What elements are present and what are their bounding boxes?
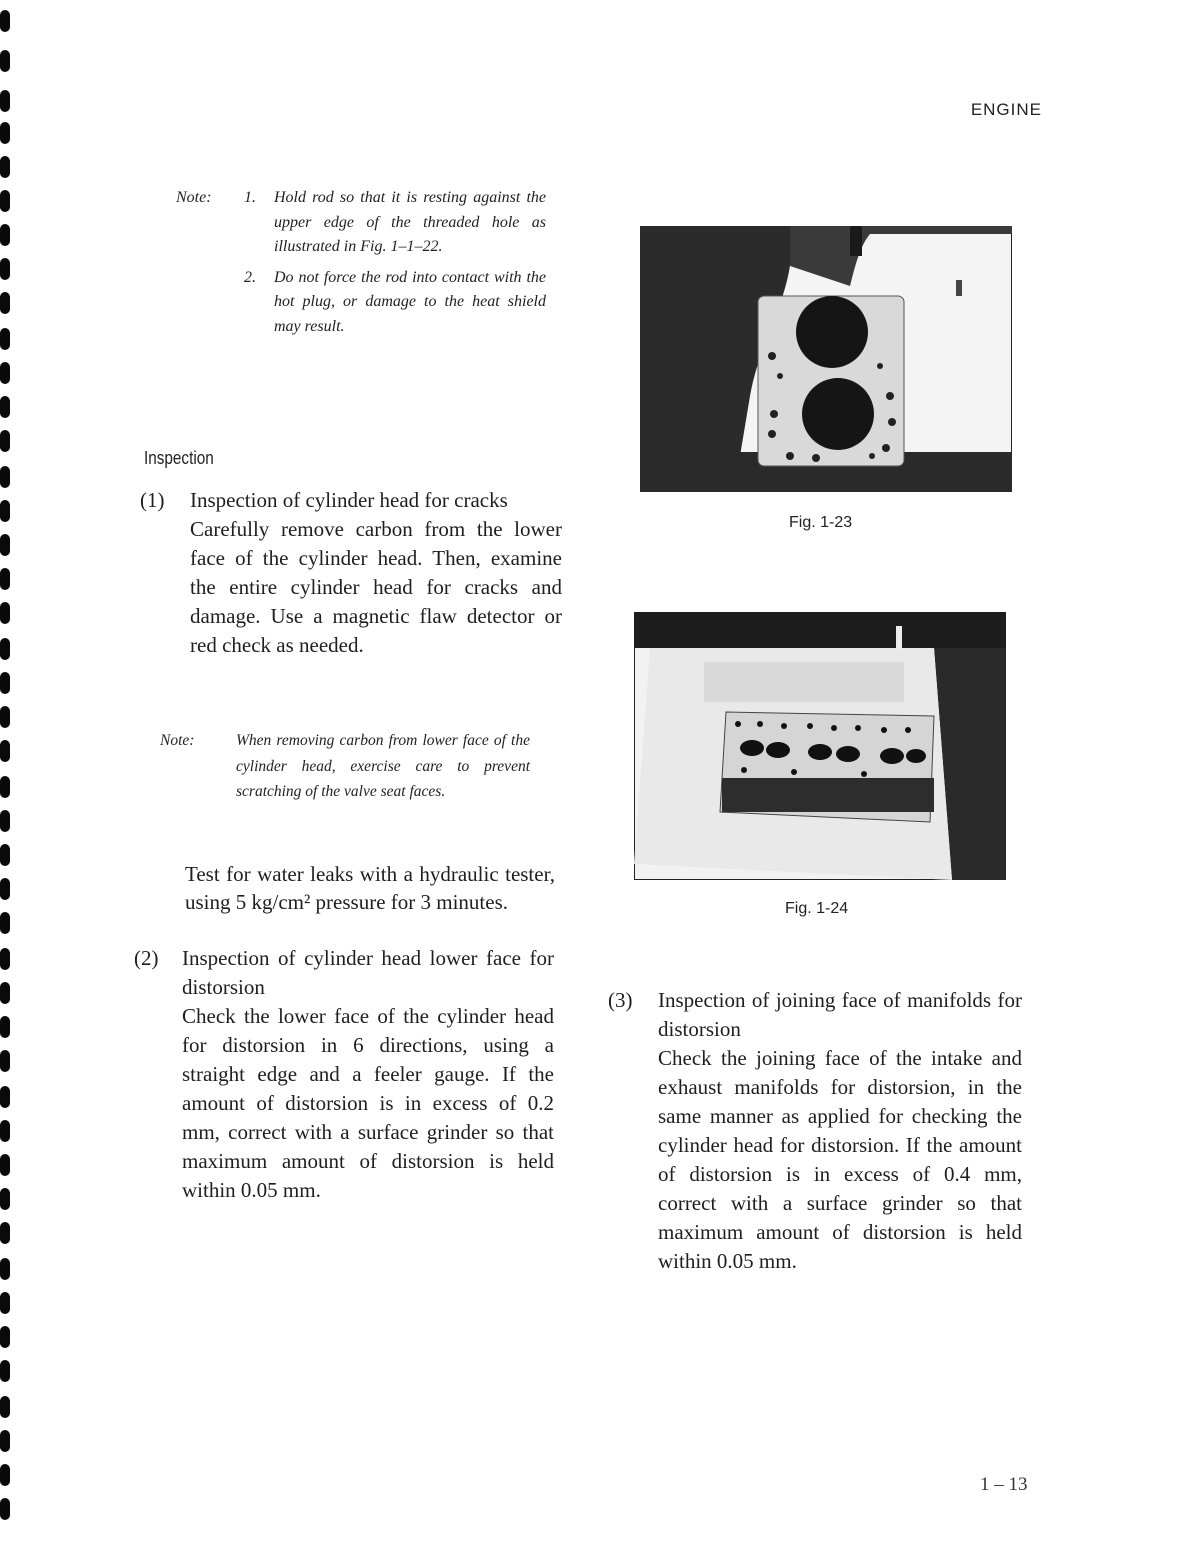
note-item-text: Do not force the rod into contact with the hot plug, or damage to the heat shield may result. bbox=[274, 268, 546, 335]
item-body bbox=[190, 486, 562, 660]
figure-1-23-caption: Fig. 1-23 bbox=[789, 514, 853, 531]
item-body bbox=[658, 986, 1022, 1276]
note-item-text: Hold rod so that it is resting against the upper edge of the threaded hole as illustrated in Fig. 1–1–22. bbox=[274, 189, 546, 255]
note-label: Note: bbox=[176, 189, 212, 206]
figure-1-24-photo bbox=[634, 612, 1006, 880]
item-text: Check the joining face of the intake and exhaust manifolds for distorsion, in the same manner as applied for checking the cylinder head for distorsion. If the amount of distorsion is in excess of 0.4 mm, correct with a surface grinder so that maximum amount of distorsion is held within 0.05 mm. bbox=[658, 1046, 1022, 1273]
section-title: ENGINE bbox=[970, 100, 1042, 119]
item-number: (2) bbox=[134, 946, 159, 970]
note-text: When removing carbon from lower face of the cylinder head, exercise care to prevent scratching of the valve seat faces. bbox=[236, 732, 530, 800]
figure-1-24-caption: Fig. 1-24 bbox=[785, 900, 849, 917]
page-number: 1 – 13 bbox=[980, 1474, 1028, 1495]
item-title: Inspection of cylinder head lower face for distorsion bbox=[182, 946, 554, 999]
item-title: Inspection of joining face of manifolds for distorsion bbox=[658, 988, 1022, 1041]
item-number: (1) bbox=[140, 488, 165, 512]
inspection-heading: Inspection bbox=[144, 448, 214, 468]
note-label: Note: bbox=[160, 732, 195, 749]
item-title: Inspection of cylinder head for cracks bbox=[190, 488, 508, 512]
note-item bbox=[176, 186, 546, 260]
note-item bbox=[176, 266, 546, 340]
note-list bbox=[176, 186, 556, 339]
binding-holes bbox=[0, 10, 14, 1540]
item-number: (3) bbox=[608, 988, 633, 1012]
note-item-number: 2. bbox=[244, 268, 256, 286]
item-text: Carefully remove carbon from the lower face of the cylinder head. Then, examine the entire cylinder head for cracks and damage. Use a magnetic flaw detector or red check as needed. bbox=[190, 517, 562, 657]
item-body bbox=[182, 944, 554, 1205]
note-top bbox=[176, 186, 556, 345]
note-item-number: 1. bbox=[244, 189, 256, 206]
water-leak-test-paragraph: Test for water leaks with a hydraulic tester, using 5 kg/cm² pressure for 3 minutes. bbox=[185, 862, 555, 914]
item-text: Check the lower face of the cylinder head for distorsion in 6 directions, using a straight edge and a feeler gauge. If the amount of distorsion is in excess of 0.2 mm, correct with a surface grinder so that maximum amount of distorsion is held within 0.05 mm. bbox=[182, 1004, 554, 1202]
figure-1-23-photo bbox=[640, 226, 1012, 492]
